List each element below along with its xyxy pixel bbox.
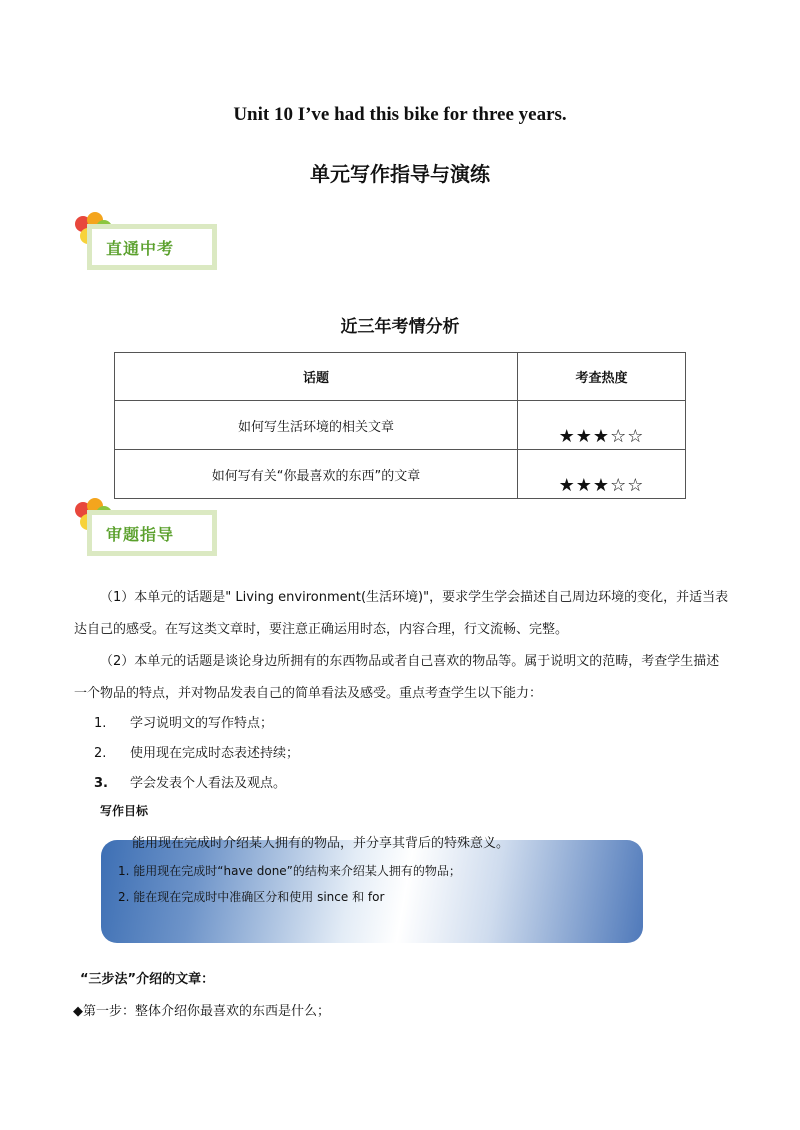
goal-label: 写作目标 [100, 804, 149, 818]
badge-label: 直通中考 [106, 238, 175, 258]
column-header-topic: 话题 [115, 353, 518, 401]
table-header-row [115, 353, 686, 401]
column-header-heat: 考查热度 [518, 353, 686, 401]
topic-cell: 如何写生活环境的相关文章 [115, 401, 518, 450]
section-badge-shenti [72, 498, 227, 568]
topic-cell: 如何写有关“你最喜欢的东西”的文章 [115, 450, 518, 499]
list-number: 2. [94, 746, 107, 761]
document-title-en: Unit 10 I’ve had this bike for three years. [233, 104, 567, 125]
list-number: 3. [94, 776, 108, 791]
table-row [115, 450, 686, 499]
list-text: 学习说明文的写作特点； [130, 716, 274, 731]
document-title-cn: 单元写作指导与演练 [310, 162, 490, 186]
steps-title: “三步法”介绍的文章： [80, 972, 215, 987]
goal-intro: 能用现在完成时介绍某人拥有的物品，并分享其背后的特殊意义。 [132, 836, 510, 851]
guidance-paragraph-2: （2）本单元的话题是谈论身边所拥有的东西物品或者自己喜欢的物品等。属于说明文的范畴，考查学生描述一个物品的特点，并对物品发表自己的简单看法及感受。重点考查学生以下能力： [74, 654, 720, 701]
step-item: ◆第一步：整体介绍你最喜欢的东西是什么； [73, 1004, 330, 1019]
list-text: 使用现在完成时态表述持续； [130, 746, 300, 761]
goal-item: 1. 能用现在完成时“have done”的结构来介绍某人拥有的物品； [118, 864, 461, 878]
list-number: 1. [94, 716, 107, 731]
analysis-table [114, 352, 686, 499]
list-text: 学会发表个人看法及观点。 [130, 776, 287, 791]
section-badge-zhitong [72, 212, 227, 282]
list-item [94, 772, 286, 791]
badge-box [87, 510, 217, 556]
list-item [94, 742, 299, 761]
heat-rating: ★★★☆☆ [518, 401, 686, 450]
list-item [94, 712, 273, 731]
guidance-paragraph-1: （1）本单元的话题是" Living environment(生活环境)"，要求学生学会描述自己周边环境的变化，并适当表达自己的感受。在写这类文章时，要注意正确运用时态，内容合理，行文流畅、完整。 [74, 590, 729, 637]
badge-label: 审题指导 [106, 524, 175, 544]
goal-item: 2. 能在现在完成时中准确区分和使用 since 和 for [118, 890, 385, 904]
heat-rating: ★★★☆☆ [518, 450, 686, 499]
analysis-title: 近三年考情分析 [340, 317, 460, 337]
badge-box [87, 224, 217, 270]
table-row [115, 401, 686, 450]
